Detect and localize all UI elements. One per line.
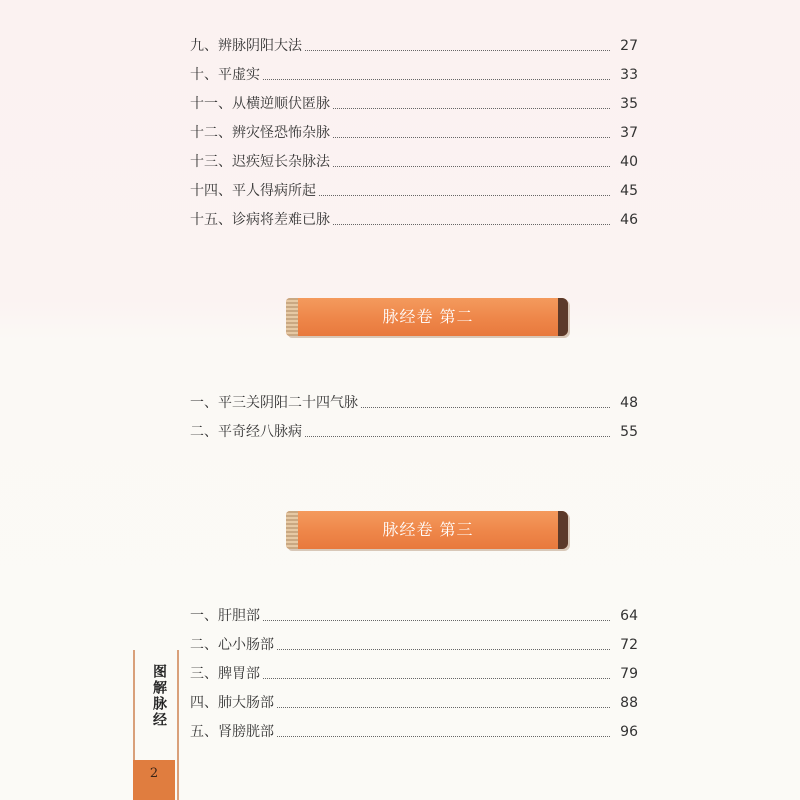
toc-entry[interactable] bbox=[190, 390, 638, 412]
banner-left-cap bbox=[286, 511, 298, 549]
dot-leader bbox=[263, 619, 610, 621]
banner-right-cap bbox=[558, 298, 568, 336]
toc-entry-page: 40 bbox=[620, 154, 638, 170]
toc-entry-page: 55 bbox=[620, 424, 638, 440]
banner-right-cap bbox=[558, 511, 568, 549]
toc-entry-title: 三、脾胃部 bbox=[190, 666, 260, 682]
toc-entry[interactable] bbox=[190, 178, 638, 200]
toc-entry-page: 35 bbox=[620, 96, 638, 112]
dot-leader bbox=[333, 165, 610, 167]
book-title-vertical: 图解脉经 bbox=[151, 664, 167, 728]
toc-entry-page: 33 bbox=[620, 67, 638, 83]
dot-leader bbox=[277, 648, 610, 650]
toc-entry[interactable] bbox=[190, 661, 638, 683]
dot-leader bbox=[263, 78, 610, 80]
toc-entry-title: 一、平三关阴阳二十四气脉 bbox=[190, 395, 358, 411]
toc-entry-title: 四、肺大肠部 bbox=[190, 695, 274, 711]
toc-entry-page: 46 bbox=[620, 212, 638, 228]
toc-entry-title: 十四、平人得病所起 bbox=[190, 183, 316, 199]
toc-entry-title: 九、辨脉阴阳大法 bbox=[190, 38, 302, 54]
toc-entry-title: 二、平奇经八脉病 bbox=[190, 424, 302, 440]
toc-entry-page: 37 bbox=[620, 125, 638, 141]
dot-leader bbox=[333, 107, 610, 109]
toc-entry-page: 64 bbox=[620, 608, 638, 624]
toc-entry-title: 十、平虚实 bbox=[190, 67, 260, 83]
toc-entry-title: 一、肝胆部 bbox=[190, 608, 260, 624]
dot-leader bbox=[361, 406, 610, 408]
toc-entry[interactable] bbox=[190, 62, 638, 84]
section-banner-volume-3 bbox=[286, 511, 568, 549]
toc-entry-title: 五、肾膀胱部 bbox=[190, 724, 274, 740]
section-heading: 脉经卷 第二 bbox=[382, 307, 474, 326]
toc-entry-page: 45 bbox=[620, 183, 638, 199]
toc-entry[interactable] bbox=[190, 603, 638, 625]
toc-entry[interactable] bbox=[190, 419, 638, 441]
dot-leader bbox=[277, 706, 610, 708]
dot-leader bbox=[333, 223, 610, 225]
toc-entry-title: 十一、从横逆顺伏匿脉 bbox=[190, 96, 330, 112]
toc-entry[interactable] bbox=[190, 690, 638, 712]
toc-entry-page: 72 bbox=[620, 637, 638, 653]
toc-entry-page: 48 bbox=[620, 395, 638, 411]
toc-entry-page: 27 bbox=[620, 38, 638, 54]
toc-entry-page: 88 bbox=[620, 695, 638, 711]
dot-leader bbox=[263, 677, 610, 679]
toc-entry-page: 79 bbox=[620, 666, 638, 682]
dot-leader bbox=[319, 194, 610, 196]
toc-entry[interactable] bbox=[190, 207, 638, 229]
toc-entry[interactable] bbox=[190, 33, 638, 55]
page-number-tab bbox=[133, 760, 175, 800]
dot-leader bbox=[305, 435, 610, 437]
toc-entry-title: 十三、迟疾短长杂脉法 bbox=[190, 154, 330, 170]
dot-leader bbox=[277, 735, 610, 737]
page-number: 2 bbox=[149, 766, 159, 781]
dot-leader bbox=[305, 49, 610, 51]
section-heading: 脉经卷 第三 bbox=[382, 520, 474, 539]
toc-entry[interactable] bbox=[190, 719, 638, 741]
toc-entry-title: 二、心小肠部 bbox=[190, 637, 274, 653]
toc-entry-title: 十五、诊病将差难已脉 bbox=[190, 212, 330, 228]
section-banner-volume-2 bbox=[286, 298, 568, 336]
banner-left-cap bbox=[286, 298, 298, 336]
toc-entry-page: 96 bbox=[620, 724, 638, 740]
toc-entry[interactable] bbox=[190, 149, 638, 171]
toc-entry[interactable] bbox=[190, 120, 638, 142]
toc-entry[interactable] bbox=[190, 632, 638, 654]
toc-entry-title: 十二、辨灾怪恐怖杂脉 bbox=[190, 125, 330, 141]
dot-leader bbox=[333, 136, 610, 138]
toc-entry[interactable] bbox=[190, 91, 638, 113]
